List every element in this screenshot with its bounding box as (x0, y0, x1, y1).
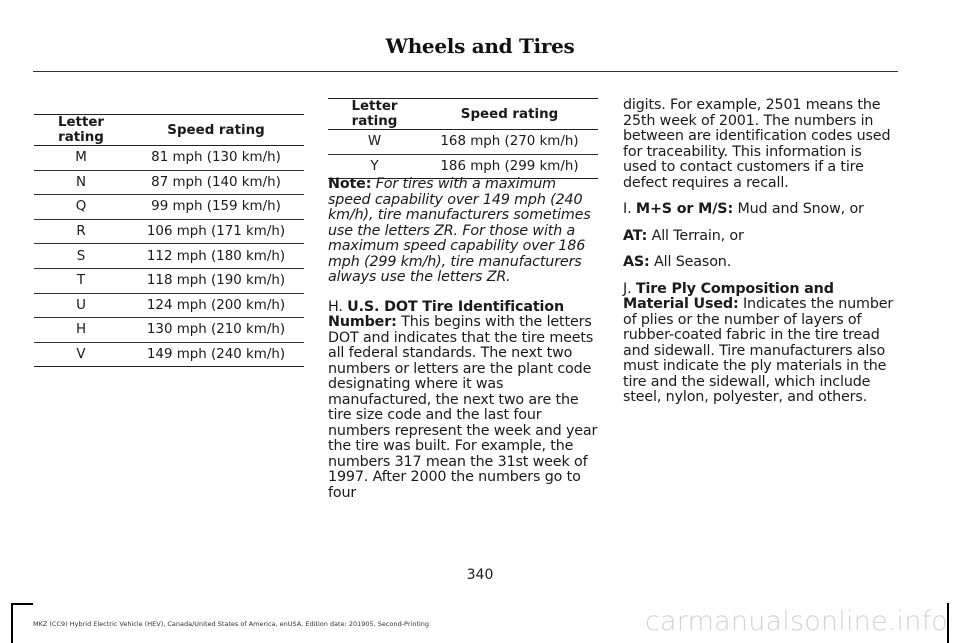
speed-cell: 168 mph (270 km/h) (421, 130, 598, 155)
letter-cell: N (34, 170, 128, 195)
letter-cell: S (34, 244, 128, 269)
section-i-text: Mud and Snow, or (737, 201, 864, 217)
speed-cell: 149 mph (240 km/h) (128, 342, 304, 367)
section-j-prefix: J. (623, 280, 632, 297)
note-paragraph (328, 177, 600, 286)
speed-rating-table-2 (328, 98, 598, 179)
page-title: Wheels and Tires (385, 34, 575, 58)
letter-cell: Y (328, 154, 421, 179)
letter-cell: W (328, 130, 421, 155)
section-j-title: Tire Ply Composition and Material Used: (623, 280, 834, 312)
column-header-letter-rating: Letter rating (328, 99, 421, 130)
section-h-paragraph (328, 300, 600, 502)
crop-mark-left-vertical (11, 603, 13, 643)
section-h-title: U.S. DOT Tire Identification Number: (328, 298, 564, 330)
section-h-prefix: H. (328, 298, 343, 315)
table-row (34, 195, 304, 220)
table-header-row (328, 99, 598, 130)
table-row (328, 154, 598, 179)
continuation-paragraph: digits. For example, 2501 means the 25th week of 2001. The numbers in between are identification codes used for traceability. This information is used to contact customers if a tire defect requires a recall. (623, 97, 891, 191)
footer-edition-info: MKZ (CC9) Hybrid Electric Vehicle (HEV), Canada/United States of America, enUSA, Edition date: 201905, Second-Printing (33, 620, 430, 628)
note-label: Note: (328, 176, 372, 192)
page-number: 340 (466, 567, 494, 583)
speed-cell: 124 mph (200 km/h) (128, 293, 304, 318)
as-text: All Season. (654, 254, 732, 270)
letter-cell: V (34, 342, 128, 367)
letter-cell: H (34, 318, 128, 343)
column-3-text (623, 98, 895, 417)
table-row (34, 293, 304, 318)
column-header-speed-rating: Speed rating (128, 115, 304, 146)
table-row (34, 219, 304, 244)
section-j-paragraph (623, 282, 895, 406)
speed-cell: 81 mph (130 km/h) (128, 146, 304, 171)
at-paragraph (623, 229, 895, 245)
as-paragraph (623, 255, 895, 271)
table-row (34, 244, 304, 269)
table-row (34, 146, 304, 171)
header-divider (33, 71, 898, 72)
speed-cell: 112 mph (180 km/h) (128, 244, 304, 269)
speed-cell: 99 mph (159 km/h) (128, 195, 304, 220)
letter-cell: R (34, 219, 128, 244)
letter-cell: U (34, 293, 128, 318)
speed-cell: 118 mph (190 km/h) (128, 268, 304, 293)
crop-mark-left-horizontal (11, 603, 33, 605)
at-text: All Terrain, or (651, 227, 744, 244)
section-i-prefix: I. (623, 201, 632, 217)
speed-cell: 130 mph (210 km/h) (128, 318, 304, 343)
speed-cell: 186 mph (299 km/h) (421, 154, 598, 179)
table-row (34, 268, 304, 293)
section-i-title: M+S or M/S: (635, 201, 734, 217)
section-i-paragraph (623, 202, 895, 218)
column-header-speed-rating: Speed rating (421, 99, 598, 130)
speed-cell: 87 mph (140 km/h) (128, 170, 304, 195)
watermark: carmanualsonline.info (645, 606, 948, 637)
speed-rating-table-1 (34, 114, 304, 367)
table-row (328, 130, 598, 155)
speed-cell: 106 mph (171 km/h) (128, 219, 304, 244)
letter-cell: Q (34, 195, 128, 220)
table-row (34, 342, 304, 367)
column-header-letter-rating: Letter rating (34, 115, 128, 146)
as-title: AS: (623, 254, 650, 270)
table-row (34, 318, 304, 343)
note-text: For tires with a maximum speed capability over 149 mph (240 km/h), tire manufacturers sometimes use the letters ZR. For those with a maximum speed capability over 186 mph (299 km/h), tire manufacturers always use the letters ZR. (328, 176, 591, 285)
at-title: AT: (623, 227, 648, 244)
letter-cell: T (34, 268, 128, 293)
column-2-text (328, 177, 600, 512)
section-j-text: Indicates the number of plies or the number of layers of rubber-coated fabric in the tire tread and sidewall. Tire manufacturers also must indicate the ply materials in the tire and the sidewall, which include steel, nylon, polyester, and others. (623, 296, 894, 405)
table-header-row (34, 115, 304, 146)
table-row (34, 170, 304, 195)
letter-cell: M (34, 146, 128, 171)
section-h-text: This begins with the letters DOT and indicates that the tire meets all federal standards. The next two numbers or letters are the plant code designating where it was manufactured, the next two are the tire size code and the last four numbers represent the week and year the tire was built. For example, the numbers 317 mean the 31st week of 1997. After 2000 the numbers go to four (328, 314, 598, 501)
